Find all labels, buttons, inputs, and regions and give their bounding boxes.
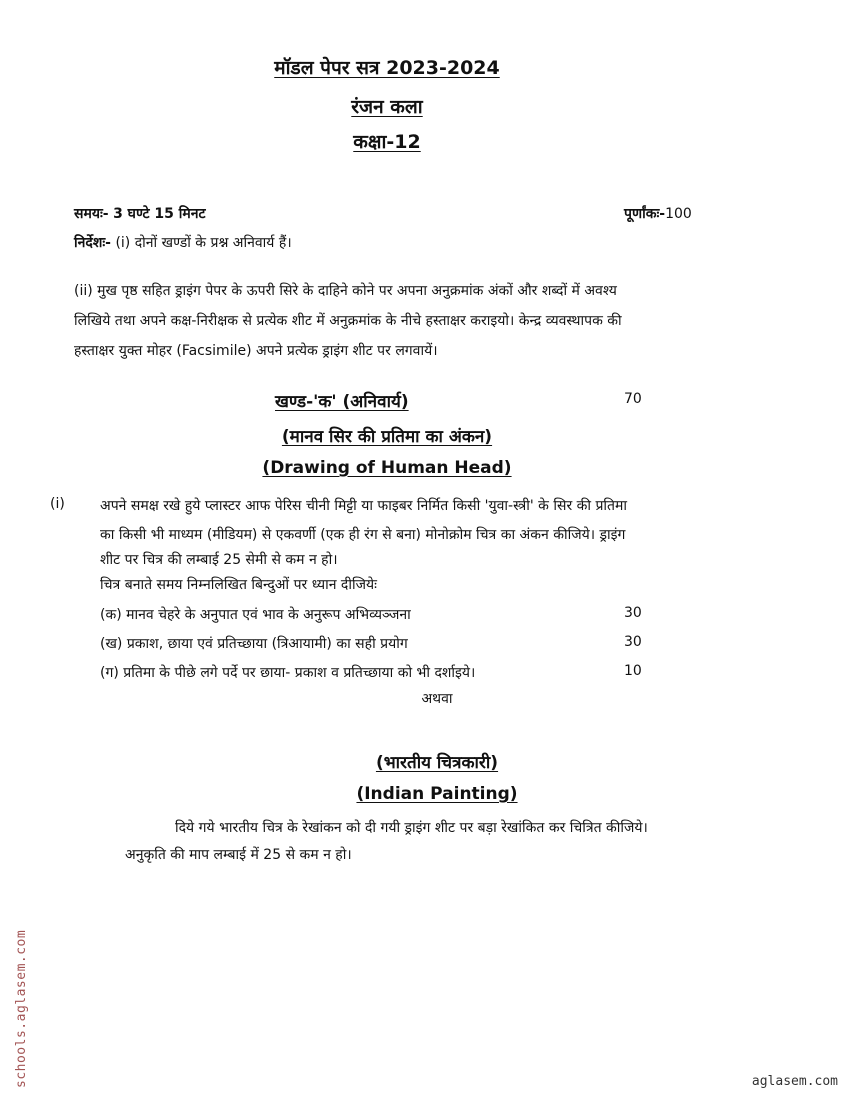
point-kha-marks: 30 [624,634,642,650]
section-b-line-1: दिये गये भारतीय चित्र के रेखांकन को दी गयी ड्राइंग शीट पर बड़ा रेखांकित कर चित्रित कीजिये। [175,820,648,836]
question-line-3: शीट पर चित्र की लम्बाई 25 सेमी से कम न हो। [100,552,338,568]
point-ka: (क) मानव चेहरे के अनुपात एवं भाव के अनुरूप अभिव्यञ्जना [100,607,411,623]
instruction-label: निर्देशः- [74,235,111,251]
section-a-subtitle-hindi: (मानव सिर की प्रतिमा का अंकन) [281,427,493,447]
question-number: (i) [50,496,65,512]
question-line-2: का किसी भी माध्यम (मीडियम) से एकवर्णी (एक ही रंग से बना) मोनोक्रोम चित्र का अंकन कीजिये। ड्राइंग [100,527,626,543]
section-b-subtitle-hindi: (भारतीय चित्रकारी) [375,753,499,773]
time-value: 3 घण्टे 15 मिनट [113,206,206,222]
point-ga-marks: 10 [624,663,642,679]
marks-value: 100 [665,206,692,222]
section-a-marks: 70 [624,391,642,407]
question-line-4: चित्र बनाते समय निम्नलिखित बिन्दुओं पर ध्यान दीजियेः [100,577,377,593]
point-ka-marks: 30 [624,605,642,621]
section-b-subtitle-english: (Indian Painting) [356,784,518,804]
point-kha: (ख) प्रकाश, छाया एवं प्रतिच्छाया (त्रिआयामी) का सही प्रयोग [100,636,408,652]
time-row [74,204,206,223]
section-a-title: खण्ड-'क' (अनिवार्य) [275,392,409,412]
class-title: कक्षा-12 [353,131,421,153]
instruction-2-line-2: लिखिये तथा अपने कक्ष-निरीक्षक से प्रत्येक शीट में अनुक्रमांक के नीचे हस्ताक्षर कराइयो। केन्द्र व्यवस्थापक की [74,313,622,329]
section-a-subtitle-english: (Drawing of Human Head) [262,458,512,478]
instruction-item-1: (i) दोनों खण्डों के प्रश्न अनिवार्य हैं। [115,235,292,251]
watermark-left: schools.aglasem.com [14,929,29,1088]
question-line-1: अपने समक्ष रखे हुये प्लास्टर आफ पेरिस चीनी मिट्टी या फाइबर निर्मित किसी 'युवा-स्त्री' के सिर की प्रतिमा [100,498,628,514]
marks-label: पूर्णांकः- [624,206,666,222]
instruction-2-line-3: हस्ताक्षर युक्त मोहर (Facsimile) अपने प्रत्येक ड्राइंग शीट पर लगवायें। [74,343,438,359]
time-label: समयः- [74,206,109,222]
marks-row [624,204,692,223]
instruction-2-line-1: (ii) मुख पृष्ठ सहित ड्राइंग पेपर के ऊपरी सिरे के दाहिने कोने पर अपना अनुक्रमांक अंकों और शब्दों में अवश्य [74,283,617,299]
point-ga: (ग) प्रतिमा के पीछे लगे पर्दे पर छाया- प्रकाश व प्रतिच्छाया को भी दर्शाइये। [100,665,476,681]
paper-title: मॉडल पेपर सत्र 2023-2024 [274,57,500,79]
instruction-1 [74,233,292,252]
watermark-right: aglasem.com [751,1074,838,1089]
or-separator: अथवा [421,691,453,707]
section-b-line-2: अनुकृति की माप लम्बाई में 25 से कम न हो। [125,847,352,863]
subject-title: रंजन कला [351,96,423,118]
